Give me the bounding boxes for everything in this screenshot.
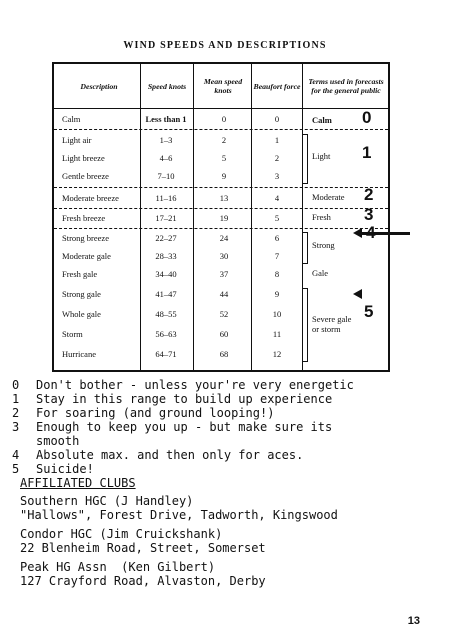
- annotation-number: 4: [366, 223, 376, 242]
- row-force: 1: [274, 135, 280, 145]
- term-severe: Severe gale: [312, 314, 352, 324]
- note-number: 5: [12, 462, 20, 476]
- row-force: 2: [274, 153, 280, 163]
- clubs-heading: AFFILIATED CLUBS: [20, 476, 136, 490]
- row-force: 9: [274, 289, 280, 299]
- row-force: 4: [274, 193, 280, 203]
- note-number: 2: [12, 406, 20, 420]
- row-mean: 0: [221, 114, 227, 124]
- row-speed: 11–16: [155, 193, 177, 203]
- term-light: Light: [312, 151, 331, 161]
- club-name: Southern HGC (J Handley): [20, 494, 194, 508]
- row-force: 12: [272, 349, 282, 359]
- wind-table: [52, 62, 390, 372]
- row-mean: 44: [219, 289, 229, 299]
- row-description: Fresh breeze: [62, 213, 106, 223]
- note-text: smooth: [36, 434, 80, 448]
- row-speed: 41–47: [155, 289, 177, 299]
- table-row: [54, 168, 388, 184]
- note-number: 4: [12, 448, 20, 462]
- header-force: Beaufort force: [253, 81, 301, 91]
- club-address: 22 Blenheim Road, Street, Somerset: [20, 541, 266, 555]
- row-description: Fresh gale: [62, 269, 98, 279]
- row-speed: 1–3: [159, 135, 173, 145]
- row-mean: 5: [221, 153, 227, 163]
- row-mean: 2: [221, 135, 227, 145]
- row-description: Light breeze: [62, 153, 105, 163]
- row-description: Gentle breeze: [62, 171, 109, 181]
- row-description: Whole gale: [62, 309, 101, 319]
- row-force: 5: [274, 213, 280, 223]
- note-text: Absolute max. and then only for aces.: [36, 448, 304, 462]
- row-description: Light air: [62, 135, 92, 145]
- row-speed: 22–27: [155, 233, 177, 243]
- note-text: Stay in this range to build up experience: [36, 392, 333, 406]
- table-row: [54, 248, 388, 264]
- row-speed: 28–33: [155, 251, 177, 261]
- table-row: [54, 111, 388, 127]
- club-name: Peak HG Assn (Ken Gilbert): [20, 560, 216, 574]
- club-name: Condor HGC (Jim Cruickshank): [20, 527, 223, 541]
- note-text: For soaring (and ground looping!): [36, 406, 275, 420]
- row-description: Moderate breeze: [62, 193, 119, 203]
- row-mean: 37: [219, 269, 229, 279]
- row-mean: 9: [221, 171, 227, 181]
- row-mean: 13: [219, 193, 229, 203]
- row-speed: Less than 1: [145, 114, 187, 124]
- row-force: 8: [274, 269, 280, 279]
- note-number: 3: [12, 420, 20, 434]
- row-force: 11: [272, 329, 282, 339]
- row-force: 10: [272, 309, 282, 319]
- table-row: [54, 286, 388, 302]
- note-text: Enough to keep you up - but make sure its: [36, 420, 333, 434]
- header-mean: Mean speed knots: [203, 77, 243, 95]
- row-description: Strong breeze: [62, 233, 109, 243]
- row-mean: 30: [219, 251, 229, 261]
- row-description: Storm: [62, 329, 83, 339]
- page-title: WIND SPEEDS AND DESCRIPTIONS: [123, 40, 327, 51]
- table-row: [54, 132, 388, 148]
- group-divider: [54, 187, 388, 188]
- row-speed: 17–21: [155, 213, 177, 223]
- table-row: [54, 150, 388, 166]
- bracket: [302, 288, 308, 362]
- header-description: Description: [80, 81, 118, 91]
- term-strong: Strong: [312, 240, 335, 250]
- row-mean: 52: [219, 309, 229, 319]
- row-mean: 24: [219, 233, 229, 243]
- row-mean: 19: [219, 213, 229, 223]
- note-text: Don't bother - unless your're very energetic: [36, 378, 354, 392]
- row-speed: 7–10: [157, 171, 175, 181]
- row-description: Moderate gale: [62, 251, 111, 261]
- term-severe-2: or storm: [312, 324, 341, 334]
- header-speed: Speed knots: [147, 81, 187, 91]
- row-force: 3: [274, 171, 280, 181]
- page-number: 13: [407, 615, 420, 627]
- bracket: [302, 134, 308, 184]
- row-force: 6: [274, 233, 280, 243]
- annotation-number: 0: [362, 108, 372, 127]
- table-row: [54, 346, 388, 362]
- arrow-icon: [353, 228, 362, 238]
- row-description: Hurricane: [62, 349, 96, 359]
- annotation-number: 5: [364, 302, 374, 321]
- note-number: 0: [12, 378, 20, 392]
- row-speed: 56–63: [155, 329, 177, 339]
- row-speed: 4–6: [159, 153, 173, 163]
- annotation-number: 3: [364, 205, 374, 224]
- annotation-number: 1: [362, 143, 372, 162]
- table-row: [54, 266, 388, 282]
- row-speed: 34–40: [155, 269, 177, 279]
- bracket: [302, 232, 308, 264]
- club-address: 127 Crayford Road, Alvaston, Derby: [20, 574, 266, 588]
- row-force: 7: [274, 251, 280, 261]
- row-speed: 64–71: [155, 349, 177, 359]
- group-divider: [54, 208, 388, 209]
- header-divider: [54, 108, 388, 109]
- row-description: Strong gale: [62, 289, 101, 299]
- note-number: 1: [12, 392, 20, 406]
- header-terms: Terms used in forecasts for the general public: [308, 77, 384, 95]
- term-calm: Calm: [312, 115, 332, 125]
- row-force: 0: [274, 114, 280, 124]
- row-speed: 48–55: [155, 309, 177, 319]
- group-divider: [54, 129, 388, 130]
- row-mean: 60: [219, 329, 229, 339]
- table-row: [54, 230, 388, 246]
- term-fresh: Fresh: [312, 212, 331, 222]
- group-divider: [54, 228, 388, 229]
- row-description: Calm: [62, 114, 81, 124]
- note-text: Suicide!: [36, 462, 94, 476]
- table-row: [54, 210, 388, 226]
- term-gale: Gale: [312, 268, 329, 278]
- row-mean: 68: [219, 349, 229, 359]
- annotation-number: 2: [364, 185, 374, 204]
- term-moderate: Moderate: [312, 192, 345, 202]
- arrow-icon: [353, 289, 362, 299]
- club-address: "Hallows", Forest Drive, Tadworth, Kingswood: [20, 508, 338, 522]
